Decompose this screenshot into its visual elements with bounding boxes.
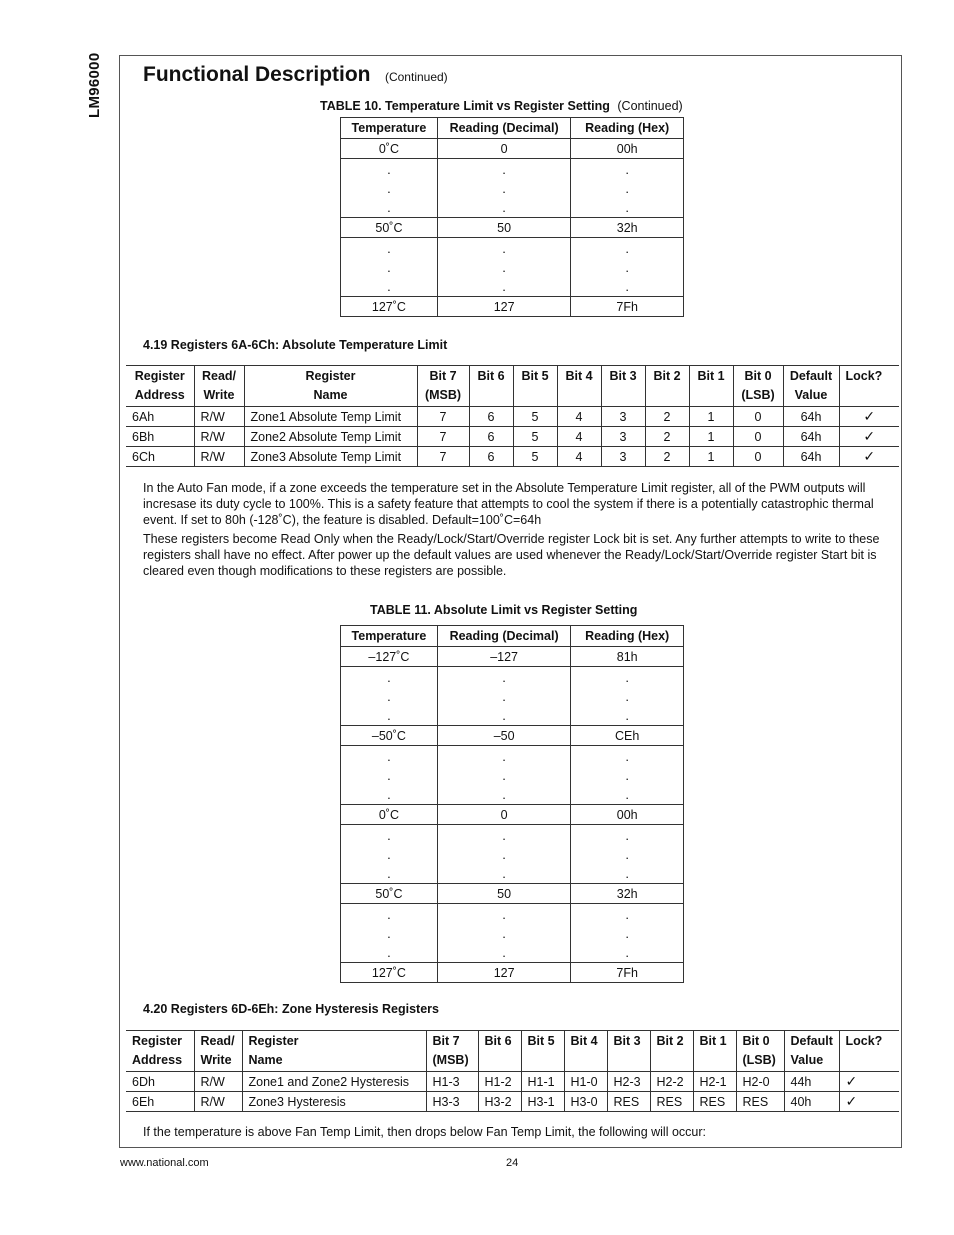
register-name: Zone1 Absolute Temp Limit [244, 407, 417, 427]
table-cell: 127˚C [341, 963, 438, 983]
header-bit3: Bit 3 [601, 366, 645, 407]
ellipsis-cell: . . . [571, 238, 684, 297]
ellipsis-cell: . . . [571, 667, 684, 726]
default-value: 64h [783, 407, 839, 427]
header-register-name: Register Name [242, 1031, 426, 1072]
lock-check-icon: ✓ [839, 427, 899, 447]
table11 [340, 625, 684, 983]
header-bit4: Bit 4 [557, 366, 601, 407]
read-write: R/W [194, 1092, 242, 1112]
bit-cell: 4 [557, 447, 601, 467]
default-value: 64h [783, 447, 839, 467]
table-cell: –127˚C [341, 647, 438, 667]
bit-cell: 4 [557, 427, 601, 447]
paragraph-auto-fan: In the Auto Fan mode, if a zone exceeds the temperature set in the Absolute Temperature Limit register, all of the PWM outputs will incresase its duty cycle to 100%. This is a safety feature that attempts to cool the system if there is a potentially catastrophic thermal event. If set to 80h (-128˚C), the feature is disabled. Default=100˚C=64h [143, 481, 874, 527]
section-heading-4-20: 4.20 Registers 6D-6Eh: Zone Hysteresis Registers [143, 1002, 439, 1016]
footer-page-number: 24 [506, 1157, 519, 1169]
lock-check-icon: ✓ [839, 447, 899, 467]
header-bit2: Bit 2 [645, 366, 689, 407]
table-row [341, 884, 684, 904]
bit-cell: H3-2 [478, 1092, 521, 1112]
table-cell: 0˚C [341, 139, 438, 159]
table-row-ellipsis [341, 159, 684, 218]
register-address: 6Eh [126, 1092, 194, 1112]
table11-caption: TABLE 11. Absolute Limit vs Register Setting [370, 603, 638, 617]
bit-cell: H1-1 [521, 1072, 564, 1092]
header-default-value: Default Value [783, 366, 839, 407]
table-cell: 127˚C [341, 297, 438, 317]
bit-cell: 1 [689, 427, 733, 447]
register-table-6a-6c [126, 365, 899, 467]
ellipsis-cell: . . . [437, 667, 571, 726]
default-value: 44h [784, 1072, 839, 1092]
paragraph-hysteresis: If the temperature is above Fan Temp Limit, then drops below Fan Temp Limit, the following will occur: [143, 1125, 707, 1139]
product-side-label: LM96000 [86, 52, 103, 118]
bit-cell: 2 [645, 427, 689, 447]
bit-cell: 3 [601, 447, 645, 467]
register-address: 6Bh [126, 427, 194, 447]
bit-cell: 7 [417, 447, 469, 467]
bit-cell: 7 [417, 427, 469, 447]
bit-cell: 1 [689, 447, 733, 467]
table-cell: 32h [571, 884, 684, 904]
table-row [126, 1092, 899, 1112]
table-row-ellipsis [341, 746, 684, 805]
section-heading-4-19: 4.19 Registers 6A-6Ch: Absolute Temperature Limit [143, 338, 448, 352]
ellipsis-cell: . . . [571, 904, 684, 963]
ellipsis-cell: . . . [341, 667, 438, 726]
table10-caption-text: TABLE 10. Temperature Limit vs Register Setting [320, 99, 610, 113]
page-title [143, 63, 448, 87]
header-bit7: Bit 7 (MSB) [426, 1031, 478, 1072]
table10-header-temperature: Temperature [341, 118, 438, 139]
register-address: 6Ah [126, 407, 194, 427]
bit-cell: H3-0 [564, 1092, 607, 1112]
header-bit3: Bit 3 [607, 1031, 650, 1072]
table-cell: –50˚C [341, 726, 438, 746]
table-cell: 50˚C [341, 884, 438, 904]
header-bit1: Bit 1 [689, 366, 733, 407]
header-bit1: Bit 1 [693, 1031, 736, 1072]
header-bit4: Bit 4 [564, 1031, 607, 1072]
ellipsis-cell: . . . [571, 746, 684, 805]
bit-cell: H3-3 [426, 1092, 478, 1112]
register-name: Zone3 Hysteresis [242, 1092, 426, 1112]
table-cell: 127 [437, 963, 571, 983]
ellipsis-cell: . . . [341, 825, 438, 884]
bit-cell: RES [650, 1092, 693, 1112]
table-row-ellipsis [341, 825, 684, 884]
bit-cell: 5 [513, 407, 557, 427]
table-row [126, 447, 899, 467]
table-cell: 00h [571, 805, 684, 825]
ellipsis-cell: . . . [341, 904, 438, 963]
table-row-ellipsis [341, 238, 684, 297]
header-lock: Lock? [839, 366, 899, 407]
lock-check-icon: ✓ [839, 1072, 899, 1092]
header-register-name: Register Name [244, 366, 417, 407]
read-write: R/W [194, 427, 244, 447]
header-read-write: Read/ Write [194, 1031, 242, 1072]
ellipsis-cell: . . . [571, 825, 684, 884]
table-row [341, 297, 684, 317]
bit-cell: H1-0 [564, 1072, 607, 1092]
bit-cell: H2-0 [736, 1072, 784, 1092]
header-read-write: Read/ Write [194, 366, 244, 407]
page-title-continued: (Continued) [384, 70, 448, 84]
table11-header-temperature: Temperature [341, 626, 438, 647]
bit-cell: 2 [645, 407, 689, 427]
table-cell: 50 [437, 218, 571, 238]
table10-caption [320, 99, 683, 113]
table-cell: –127 [437, 647, 571, 667]
table10 [340, 117, 684, 317]
bit-cell: 3 [601, 407, 645, 427]
table-cell: 0 [437, 139, 571, 159]
header-bit7: Bit 7 (MSB) [417, 366, 469, 407]
bit-cell: 0 [733, 447, 783, 467]
table-cell: 50˚C [341, 218, 438, 238]
ellipsis-cell: . . . [437, 238, 571, 297]
table10-header-decimal: Reading (Decimal) [437, 118, 571, 139]
register-name: Zone1 and Zone2 Hysteresis [242, 1072, 426, 1092]
bit-cell: 6 [469, 427, 513, 447]
bit-cell: 0 [733, 407, 783, 427]
table-row [341, 726, 684, 746]
register-table-6d-6e [126, 1030, 899, 1112]
read-write: R/W [194, 1072, 242, 1092]
bit-cell: 2 [645, 447, 689, 467]
default-value: 40h [784, 1092, 839, 1112]
bit-cell: H2-1 [693, 1072, 736, 1092]
table-row [341, 218, 684, 238]
ellipsis-cell: . . . [341, 159, 438, 218]
header-bit0: Bit 0 (LSB) [733, 366, 783, 407]
read-write: R/W [194, 447, 244, 467]
header-bit6: Bit 6 [478, 1031, 521, 1072]
bit-cell: 6 [469, 407, 513, 427]
header-default-value: Default Value [784, 1031, 839, 1072]
table-cell: 0 [437, 805, 571, 825]
table-cell: CEh [571, 726, 684, 746]
table-cell: 00h [571, 139, 684, 159]
table-row [341, 963, 684, 983]
ellipsis-cell: . . . [437, 159, 571, 218]
default-value: 64h [783, 427, 839, 447]
table-row-ellipsis [341, 904, 684, 963]
table-row-ellipsis [341, 667, 684, 726]
table-cell: 50 [437, 884, 571, 904]
bit-cell: 1 [689, 407, 733, 427]
ellipsis-cell: . . . [437, 746, 571, 805]
page-title-main: Functional Description [143, 63, 371, 86]
footer-website[interactable]: www.national.com [120, 1157, 209, 1169]
header-bit5: Bit 5 [513, 366, 557, 407]
register-address: 6Ch [126, 447, 194, 467]
table-cell: –50 [437, 726, 571, 746]
header-bit6: Bit 6 [469, 366, 513, 407]
bit-cell: H1-2 [478, 1072, 521, 1092]
header-register-address: Register Address [126, 1031, 194, 1072]
ellipsis-cell: . . . [437, 904, 571, 963]
header-lock: Lock? [839, 1031, 899, 1072]
table-row [341, 139, 684, 159]
table11-header-hex: Reading (Hex) [571, 626, 684, 647]
ellipsis-cell: . . . [341, 238, 438, 297]
table10-caption-continued: (Continued) [617, 99, 683, 113]
table10-header-hex: Reading (Hex) [571, 118, 684, 139]
read-write: R/W [194, 407, 244, 427]
table-row [341, 805, 684, 825]
bit-cell: RES [736, 1092, 784, 1112]
register-name: Zone3 Absolute Temp Limit [244, 447, 417, 467]
table-row [341, 647, 684, 667]
bit-cell: 7 [417, 407, 469, 427]
header-bit2: Bit 2 [650, 1031, 693, 1072]
table-row [126, 427, 899, 447]
bit-cell: 0 [733, 427, 783, 447]
bit-cell: RES [607, 1092, 650, 1112]
table11-header-decimal: Reading (Decimal) [437, 626, 571, 647]
bit-cell: H3-1 [521, 1092, 564, 1112]
table-cell: 0˚C [341, 805, 438, 825]
table-cell: 32h [571, 218, 684, 238]
bit-cell: 5 [513, 427, 557, 447]
table-row [126, 1072, 899, 1092]
ellipsis-cell: . . . [437, 825, 571, 884]
table-cell: 7Fh [571, 297, 684, 317]
table-row [126, 407, 899, 427]
table-cell: 127 [437, 297, 571, 317]
bit-cell: H1-3 [426, 1072, 478, 1092]
header-register-address: Register Address [126, 366, 194, 407]
bit-cell: 6 [469, 447, 513, 467]
bit-cell: 3 [601, 427, 645, 447]
bit-cell: RES [693, 1092, 736, 1112]
register-name: Zone2 Absolute Temp Limit [244, 427, 417, 447]
bit-cell: H2-2 [650, 1072, 693, 1092]
bit-cell: 5 [513, 447, 557, 467]
header-bit5: Bit 5 [521, 1031, 564, 1072]
bit-cell: 4 [557, 407, 601, 427]
ellipsis-cell: . . . [341, 746, 438, 805]
table-cell: 81h [571, 647, 684, 667]
paragraph-read-only: These registers become Read Only when the Ready/Lock/Start/Override register Lock bit is set. Any further attempts to write to these registers shall have no effect. After power up the default values are used whenever the Ready/Lock/Start/Override register Start bit is cleared even though modifications to these registers are possible. [143, 532, 880, 578]
lock-check-icon: ✓ [839, 407, 899, 427]
table-cell: 7Fh [571, 963, 684, 983]
bit-cell: H2-3 [607, 1072, 650, 1092]
register-address: 6Dh [126, 1072, 194, 1092]
header-bit0: Bit 0 (LSB) [736, 1031, 784, 1072]
ellipsis-cell: . . . [571, 159, 684, 218]
lock-check-icon: ✓ [839, 1092, 899, 1112]
